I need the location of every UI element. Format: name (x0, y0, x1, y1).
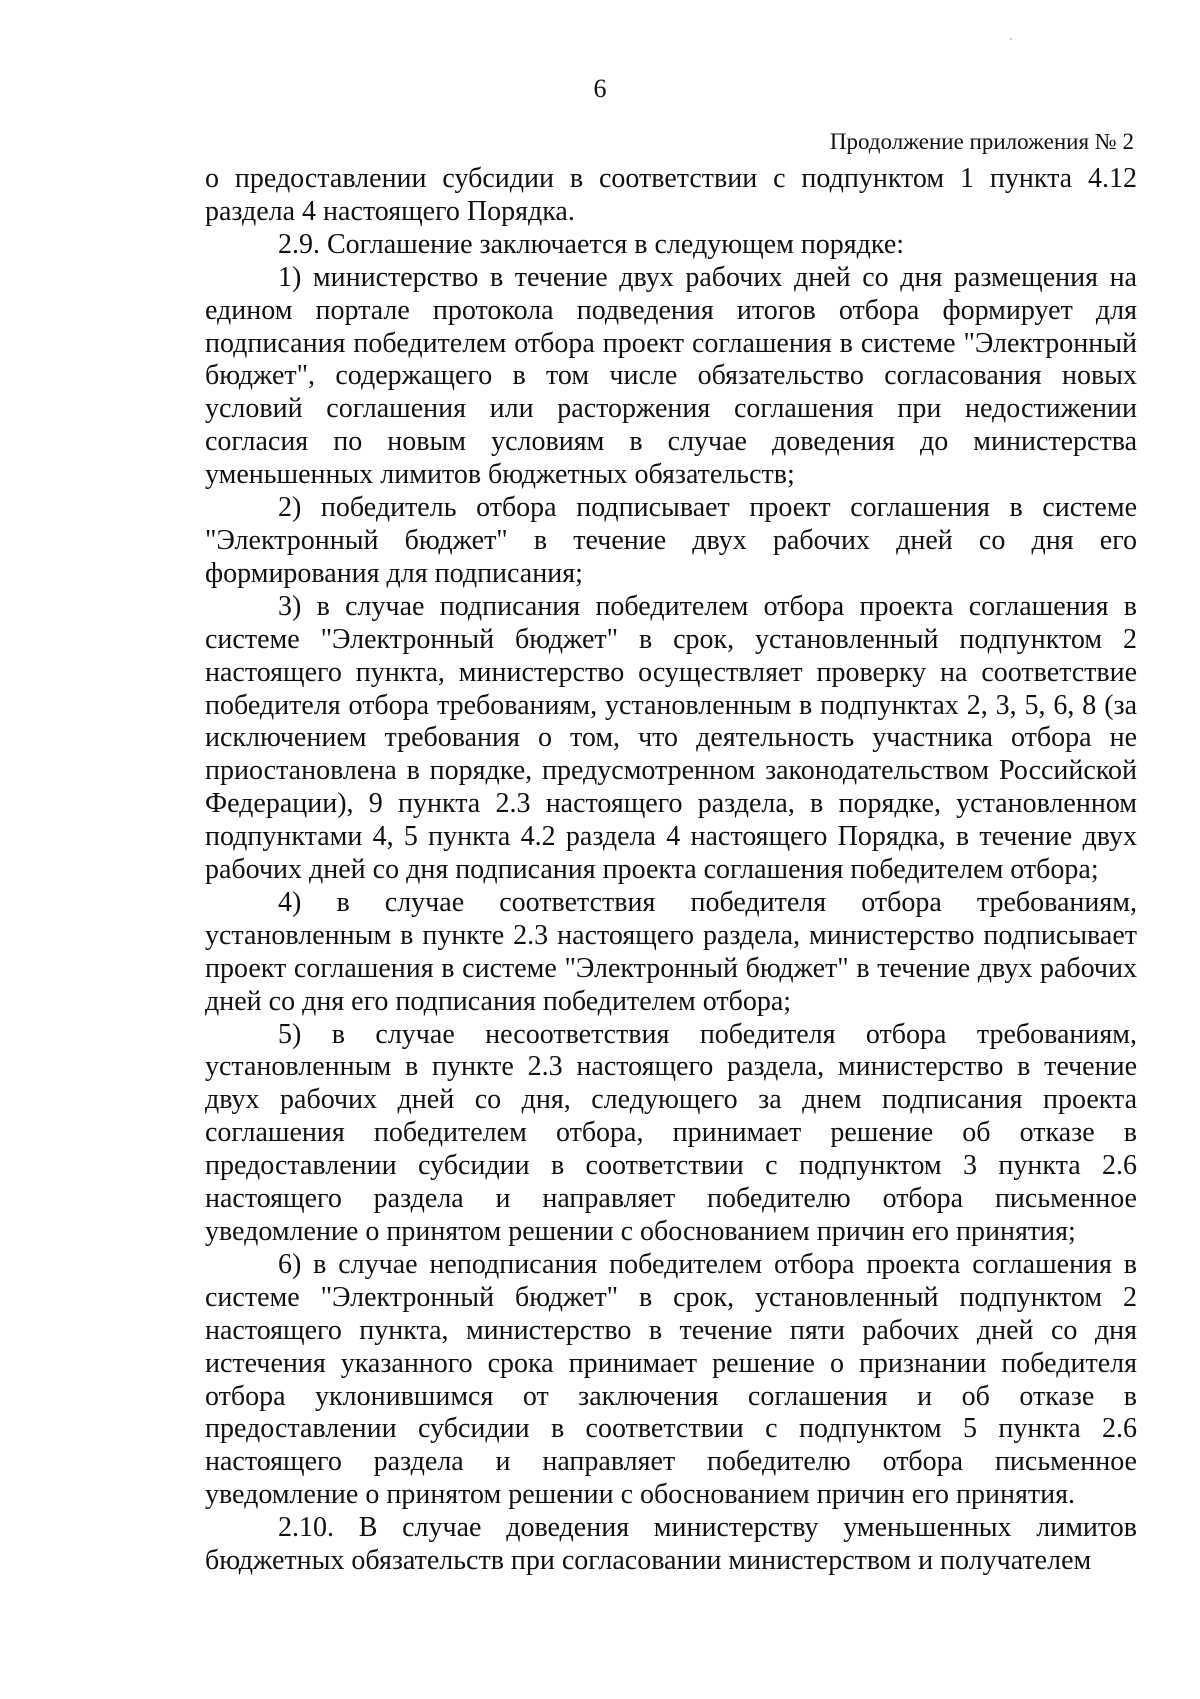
list-item-6: 6) в случае неподписания победителем отбора проекта соглашения в системе "Электронный бюджет" в срок, установленный подпунктом 2 настоящего пункта, министерство в течение пяти рабочих дней со дня истечения указанного срока принимает решение о признании победителя отбора уклонившимся от заключения соглашения и об отказе в предоставлении субсидии в соответствии с подпунктом 5 пункта 2.6 настоящего раздела и направляет победителю отбора письменное уведомление о принятом решении с обоснованием причин его принятия. (205, 1248, 1137, 1511)
list-item-2: 2) победитель отбора подписывает проект соглашения в системе "Электронный бюджет" в течение двух рабочих дней со дня его формирования для подписания; (205, 492, 1137, 589)
paragraph-continuation: о предоставлении субсидии в соответствии с подпунктом 1 пункта 4.12 раздела 4 настоящего Порядка. (205, 163, 1137, 227)
running-header: Продолжение приложения № 2 (829, 129, 1134, 154)
list-item-5: 5) в случае несоответствия победителя отбора требованиям, установленным в пункте 2.3 настоящего раздела, министерство в течение двух рабочих дней со дня, следующего за днем подписания проекта соглашения победителем отбора, принимает решение об отказе в предоставлении субсидии в соответствии с подпунктом 3 пункта 2.6 настоящего раздела и направляет победителю отбора письменное уведомление о принятом решении с обоснованием причин его принятия; (205, 1018, 1137, 1247)
document-body (205, 163, 1137, 1578)
paragraph-2-10: 2.10. В случае доведения министерству уменьшенных лимитов бюджетных обязательств при согласовании министерством и получателем (205, 1512, 1137, 1577)
paragraph-2-9: 2.9. Соглашение заключается в следующем порядке: (278, 228, 905, 260)
list-item-4: 4) в случае соответствия победителя отбора требованиям, установленным в пункте 2.3 настоящего раздела, министерство подписывает проект соглашения в системе "Электронный бюджет" в течение двух рабочих дней со дня его подписания победителем отбора; (205, 886, 1137, 1017)
scan-dot (1010, 38, 1012, 40)
page-number: 6 (593, 74, 607, 103)
list-item-3: 3) в случае подписания победителем отбора проекта соглашения в системе "Электронный бюджет" в срок, установленный подпунктом 2 настоящего пункта, министерство осуществляет проверку на соответствие победителя отбора требованиям, установленным в подпунктах 2, 3, 5, 6, 8 (за исключением требования о том, что деятельность участника отбора не приостановлена в порядке, предусмотренном законодательством Российской Федерации), 9 пункта 2.3 настоящего раздела, в порядке, установленном подпунктами 4, 5 пункта 4.2 раздела 4 настоящего Порядка, в течение двух рабочих дней со дня подписания проекта соглашения победителем отбора; (205, 590, 1137, 886)
list-item-1: 1) министерство в течение двух рабочих дней со дня размещения на едином портале протокола подведения итогов отбора формирует для подписания победителем отбора проект соглашения в системе "Электронный бюджет", содержащего в том числе обязательство согласования новых условий соглашения или расторжения соглашения при недостижении согласия по новым условиям в случае доведения до министерства уменьшенных лимитов бюджетных обязательств; (205, 261, 1137, 491)
